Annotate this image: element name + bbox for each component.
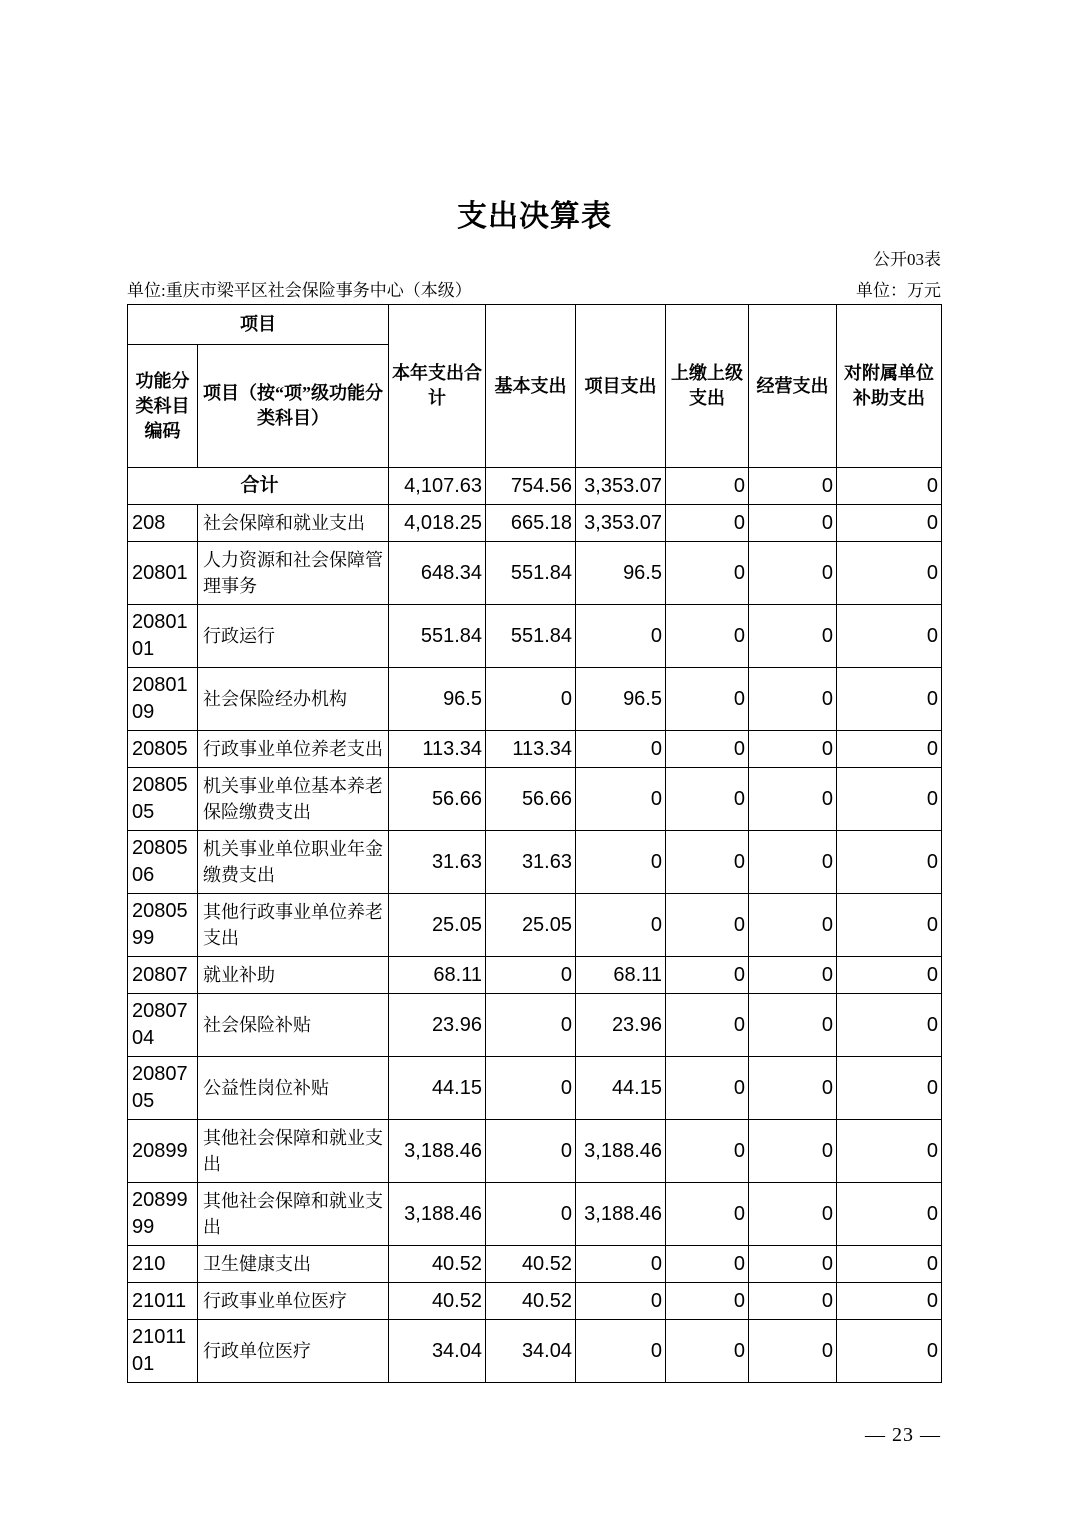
table-header-function-code: 功能分类科目编码 xyxy=(128,345,198,468)
row-value-cell: 0 xyxy=(749,605,837,668)
row-value-cell: 113.34 xyxy=(486,731,576,768)
row-name-cell: 社会保险补贴 xyxy=(198,994,389,1057)
row-value-cell: 0 xyxy=(666,1320,749,1383)
row-value-cell: 25.05 xyxy=(389,894,486,957)
row-code-cell: 2080505 xyxy=(128,768,198,831)
total-row-value-cell: 754.56 xyxy=(486,468,576,505)
row-value-cell: 40.52 xyxy=(389,1246,486,1283)
row-value-cell: 44.15 xyxy=(576,1057,666,1120)
row-value-cell: 0 xyxy=(576,731,666,768)
table-row xyxy=(128,1320,942,1383)
row-code-cell: 2080599 xyxy=(128,894,198,957)
row-value-cell: 34.04 xyxy=(486,1320,576,1383)
table-row xyxy=(128,605,942,668)
row-value-cell: 23.96 xyxy=(389,994,486,1057)
total-row-value-cell: 0 xyxy=(666,468,749,505)
row-value-cell: 0 xyxy=(576,894,666,957)
row-value-cell: 0 xyxy=(666,605,749,668)
row-value-cell: 0 xyxy=(666,957,749,994)
row-code-cell: 208 xyxy=(128,505,198,542)
row-value-cell: 0 xyxy=(837,994,942,1057)
row-value-cell: 0 xyxy=(486,668,576,731)
row-value-cell: 0 xyxy=(666,1183,749,1246)
row-value-cell: 0 xyxy=(576,605,666,668)
row-value-cell: 551.84 xyxy=(486,605,576,668)
row-value-cell: 0 xyxy=(749,994,837,1057)
table-row xyxy=(128,1283,942,1320)
row-code-cell: 20805 xyxy=(128,731,198,768)
row-name-cell: 行政事业单位医疗 xyxy=(198,1283,389,1320)
unit-line xyxy=(127,276,941,301)
row-code-cell: 2080506 xyxy=(128,831,198,894)
table-header-project-group: 项目 xyxy=(128,305,389,345)
row-value-cell: 0 xyxy=(837,1283,942,1320)
row-value-cell: 0 xyxy=(749,1120,837,1183)
row-name-cell: 人力资源和社会保障管理事务 xyxy=(198,542,389,605)
row-value-cell: 0 xyxy=(837,1246,942,1283)
unit-measure-label: 单位：万元 xyxy=(856,281,941,300)
table-row xyxy=(128,1057,942,1120)
table-header-project-expenditure: 项目支出 xyxy=(576,305,666,468)
row-value-cell: 0 xyxy=(837,768,942,831)
table-row xyxy=(128,1246,942,1283)
row-value-cell: 68.11 xyxy=(389,957,486,994)
row-value-cell: 0 xyxy=(749,1320,837,1383)
row-value-cell: 0 xyxy=(666,1057,749,1120)
total-row-value-cell: 4,107.63 xyxy=(389,468,486,505)
row-value-cell: 0 xyxy=(749,542,837,605)
row-code-cell: 20807 xyxy=(128,957,198,994)
row-value-cell: 4,018.25 xyxy=(389,505,486,542)
row-code-cell: 2101101 xyxy=(128,1320,198,1383)
table-header-item-name: 项目（按“项”级功能分类科目） xyxy=(198,345,389,468)
row-value-cell: 68.11 xyxy=(576,957,666,994)
table-row xyxy=(128,505,942,542)
row-value-cell: 0 xyxy=(749,1246,837,1283)
table-header-upturn-expenditure: 上缴上级支出 xyxy=(666,305,749,468)
row-value-cell: 0 xyxy=(837,831,942,894)
row-value-cell: 0 xyxy=(837,731,942,768)
row-name-cell: 行政事业单位养老支出 xyxy=(198,731,389,768)
row-value-cell: 0 xyxy=(837,957,942,994)
row-value-cell: 0 xyxy=(837,1120,942,1183)
row-value-cell: 0 xyxy=(837,1057,942,1120)
row-code-cell: 20801 xyxy=(128,542,198,605)
row-value-cell: 665.18 xyxy=(486,505,576,542)
row-code-cell: 2089999 xyxy=(128,1183,198,1246)
row-value-cell: 0 xyxy=(486,1120,576,1183)
row-value-cell: 0 xyxy=(486,957,576,994)
table-row xyxy=(128,957,942,994)
row-name-cell: 行政单位医疗 xyxy=(198,1320,389,1383)
row-value-cell: 96.5 xyxy=(389,668,486,731)
expenditure-table xyxy=(127,304,942,1383)
row-value-cell: 0 xyxy=(576,768,666,831)
row-value-cell: 0 xyxy=(749,731,837,768)
row-value-cell: 0 xyxy=(749,894,837,957)
row-value-cell: 0 xyxy=(749,668,837,731)
table-header-operating-expenditure: 经营支出 xyxy=(749,305,837,468)
sheet-code-label: 公开03表 xyxy=(873,250,941,269)
row-value-cell: 3,188.46 xyxy=(576,1120,666,1183)
row-value-cell: 0 xyxy=(837,542,942,605)
row-value-cell: 23.96 xyxy=(576,994,666,1057)
row-value-cell: 0 xyxy=(749,768,837,831)
row-value-cell: 0 xyxy=(666,831,749,894)
row-value-cell: 0 xyxy=(666,894,749,957)
page-number: — 23 — xyxy=(865,1424,941,1446)
row-value-cell: 3,353.07 xyxy=(576,505,666,542)
table-row xyxy=(128,1120,942,1183)
row-value-cell: 0 xyxy=(749,831,837,894)
row-name-cell: 机关事业单位基本养老保险缴费支出 xyxy=(198,768,389,831)
row-value-cell: 40.52 xyxy=(486,1283,576,1320)
row-value-cell: 40.52 xyxy=(486,1246,576,1283)
row-value-cell: 0 xyxy=(837,505,942,542)
row-value-cell: 0 xyxy=(666,542,749,605)
row-value-cell: 0 xyxy=(837,605,942,668)
row-value-cell: 96.5 xyxy=(576,542,666,605)
page-title: 支出决算表 xyxy=(457,200,612,233)
total-row-label: 合计 xyxy=(128,468,389,505)
table-row xyxy=(128,1183,942,1246)
row-value-cell: 0 xyxy=(666,1246,749,1283)
row-value-cell: 0 xyxy=(837,668,942,731)
row-code-cell: 2080704 xyxy=(128,994,198,1057)
row-value-cell: 551.84 xyxy=(486,542,576,605)
row-value-cell: 0 xyxy=(666,731,749,768)
row-value-cell: 0 xyxy=(749,1057,837,1120)
row-value-cell: 0 xyxy=(486,1183,576,1246)
row-value-cell: 0 xyxy=(576,1283,666,1320)
row-value-cell: 34.04 xyxy=(389,1320,486,1383)
row-value-cell: 0 xyxy=(749,1183,837,1246)
row-value-cell: 0 xyxy=(837,894,942,957)
row-name-cell: 其他社会保障和就业支出 xyxy=(198,1120,389,1183)
table-header-subsidy-expenditure: 对附属单位补助支出 xyxy=(837,305,942,468)
row-value-cell: 0 xyxy=(837,1320,942,1383)
table-header-basic-expenditure: 基本支出 xyxy=(486,305,576,468)
row-name-cell: 行政运行 xyxy=(198,605,389,668)
row-code-cell: 210 xyxy=(128,1246,198,1283)
row-value-cell: 0 xyxy=(749,1283,837,1320)
row-name-cell: 其他社会保障和就业支出 xyxy=(198,1183,389,1246)
row-value-cell: 0 xyxy=(486,994,576,1057)
row-name-cell: 其他行政事业单位养老支出 xyxy=(198,894,389,957)
row-value-cell: 0 xyxy=(749,957,837,994)
row-value-cell: 113.34 xyxy=(389,731,486,768)
row-value-cell: 0 xyxy=(837,1183,942,1246)
row-value-cell: 0 xyxy=(749,505,837,542)
row-value-cell: 44.15 xyxy=(389,1057,486,1120)
row-code-cell: 2080101 xyxy=(128,605,198,668)
row-value-cell: 0 xyxy=(666,668,749,731)
row-code-cell: 21011 xyxy=(128,1283,198,1320)
row-value-cell: 0 xyxy=(486,1057,576,1120)
row-code-cell: 20899 xyxy=(128,1120,198,1183)
table-row-total xyxy=(128,468,942,505)
table-body xyxy=(128,468,942,1383)
row-code-cell: 2080109 xyxy=(128,668,198,731)
row-value-cell: 0 xyxy=(666,505,749,542)
row-value-cell: 31.63 xyxy=(486,831,576,894)
row-name-cell: 社会保险经办机构 xyxy=(198,668,389,731)
row-value-cell: 3,188.46 xyxy=(389,1183,486,1246)
table-row xyxy=(128,668,942,731)
table-row xyxy=(128,542,942,605)
row-value-cell: 96.5 xyxy=(576,668,666,731)
table-row xyxy=(128,768,942,831)
row-value-cell: 0 xyxy=(576,1320,666,1383)
row-value-cell: 648.34 xyxy=(389,542,486,605)
total-row-value-cell: 3,353.07 xyxy=(576,468,666,505)
row-value-cell: 3,188.46 xyxy=(389,1120,486,1183)
row-value-cell: 0 xyxy=(666,768,749,831)
row-value-cell: 56.66 xyxy=(486,768,576,831)
row-value-cell: 25.05 xyxy=(486,894,576,957)
total-row-value-cell: 0 xyxy=(749,468,837,505)
table-header-row-1 xyxy=(128,305,942,345)
row-value-cell: 0 xyxy=(666,1283,749,1320)
row-value-cell: 0 xyxy=(576,1246,666,1283)
table-row xyxy=(128,831,942,894)
row-value-cell: 31.63 xyxy=(389,831,486,894)
unit-name-label: 单位:重庆市梁平区社会保险事务中心（本级） xyxy=(127,281,472,300)
row-name-cell: 机关事业单位职业年金缴费支出 xyxy=(198,831,389,894)
row-code-cell: 2080705 xyxy=(128,1057,198,1120)
row-value-cell: 56.66 xyxy=(389,768,486,831)
row-value-cell: 0 xyxy=(576,831,666,894)
row-value-cell: 0 xyxy=(666,1120,749,1183)
row-name-cell: 公益性岗位补贴 xyxy=(198,1057,389,1120)
row-name-cell: 就业补助 xyxy=(198,957,389,994)
table-row xyxy=(128,894,942,957)
table-row xyxy=(128,994,942,1057)
table-row xyxy=(128,731,942,768)
row-name-cell: 卫生健康支出 xyxy=(198,1246,389,1283)
row-name-cell: 社会保障和就业支出 xyxy=(198,505,389,542)
row-value-cell: 3,188.46 xyxy=(576,1183,666,1246)
table-header-total-expenditure: 本年支出合计 xyxy=(389,305,486,468)
row-value-cell: 0 xyxy=(666,994,749,1057)
table-header xyxy=(128,305,942,468)
total-row-value-cell: 0 xyxy=(837,468,942,505)
row-value-cell: 551.84 xyxy=(389,605,486,668)
row-value-cell: 40.52 xyxy=(389,1283,486,1320)
